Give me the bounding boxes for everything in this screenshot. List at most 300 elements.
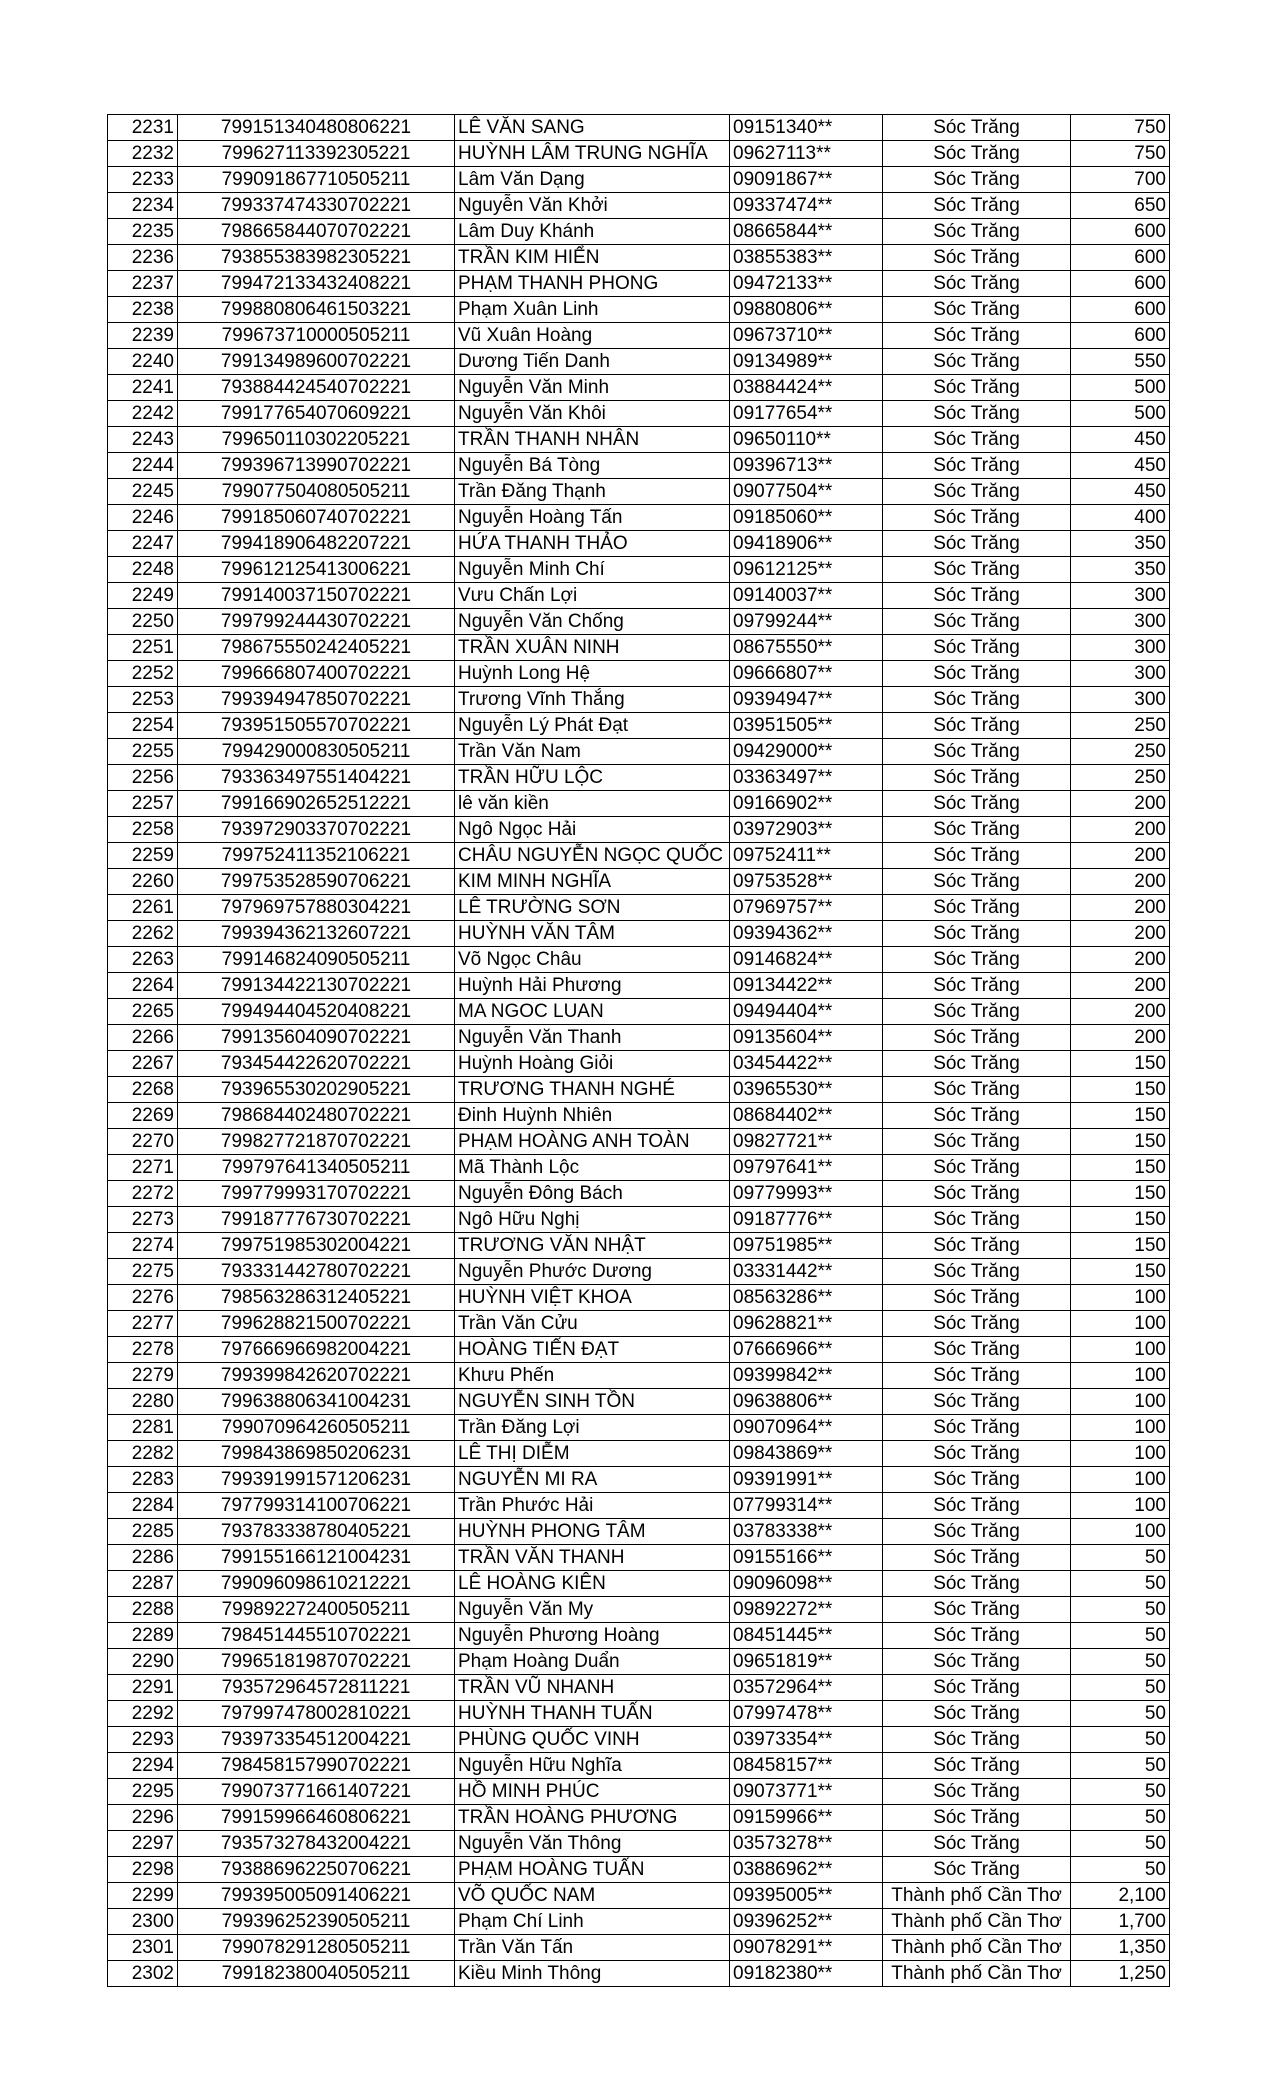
- province-cell: Sóc Trăng: [883, 1337, 1071, 1363]
- table-row: [108, 1883, 1170, 1909]
- province-cell: Sóc Trăng: [883, 219, 1071, 245]
- row-index-cell: 2241: [108, 375, 178, 401]
- phone-cell: 08563286**: [730, 1285, 883, 1311]
- account-code-cell: 793951505570702221: [178, 713, 455, 739]
- name-cell: Nguyễn Phước Dương: [455, 1259, 730, 1285]
- amount-cell: 50: [1071, 1805, 1170, 1831]
- amount-cell: 50: [1071, 1831, 1170, 1857]
- phone-cell: 07799314**: [730, 1493, 883, 1519]
- amount-cell: 600: [1071, 297, 1170, 323]
- table-row: [108, 1103, 1170, 1129]
- account-code-cell: 793572964572811221: [178, 1675, 455, 1701]
- amount-cell: 150: [1071, 1051, 1170, 1077]
- name-cell: TRẦN VŨ NHANH: [455, 1675, 730, 1701]
- row-index-cell: 2265: [108, 999, 178, 1025]
- name-cell: Mã Thành Lộc: [455, 1155, 730, 1181]
- amount-cell: 2,100: [1071, 1883, 1170, 1909]
- name-cell: TRẦN HOÀNG PHƯƠNG: [455, 1805, 730, 1831]
- phone-cell: 09399842**: [730, 1363, 883, 1389]
- phone-cell: 09797641**: [730, 1155, 883, 1181]
- account-code-cell: 799177654070609221: [178, 401, 455, 427]
- phone-cell: 03884424**: [730, 375, 883, 401]
- name-cell: MA NGOC LUAN: [455, 999, 730, 1025]
- account-code-cell: 799182380040505211: [178, 1961, 455, 1987]
- name-cell: Trần Phước Hải: [455, 1493, 730, 1519]
- row-index-cell: 2255: [108, 739, 178, 765]
- table-row: [108, 1467, 1170, 1493]
- account-code-cell: 793973354512004221: [178, 1727, 455, 1753]
- province-cell: Sóc Trăng: [883, 1545, 1071, 1571]
- phone-cell: 09091867**: [730, 167, 883, 193]
- account-code-cell: 799797641340505211: [178, 1155, 455, 1181]
- table-row: [108, 1831, 1170, 1857]
- table-row: [108, 1025, 1170, 1051]
- name-cell: PHẠM HOÀNG ANH TOÀN: [455, 1129, 730, 1155]
- province-cell: Sóc Trăng: [883, 999, 1071, 1025]
- table-row: [108, 1493, 1170, 1519]
- phone-cell: 03331442**: [730, 1259, 883, 1285]
- amount-cell: 50: [1071, 1623, 1170, 1649]
- table-row: [108, 505, 1170, 531]
- table-row: [108, 869, 1170, 895]
- amount-cell: 500: [1071, 401, 1170, 427]
- province-cell: Sóc Trăng: [883, 1285, 1071, 1311]
- row-index-cell: 2301: [108, 1935, 178, 1961]
- name-cell: TRẦN KIM HIỂN: [455, 245, 730, 271]
- row-index-cell: 2267: [108, 1051, 178, 1077]
- row-index-cell: 2235: [108, 219, 178, 245]
- province-cell: Sóc Trăng: [883, 609, 1071, 635]
- province-cell: Sóc Trăng: [883, 765, 1071, 791]
- row-index-cell: 2247: [108, 531, 178, 557]
- phone-cell: 03886962**: [730, 1857, 883, 1883]
- name-cell: TRẦN THANH NHÂN: [455, 427, 730, 453]
- name-cell: TRƯƠNG THANH NGHÉ: [455, 1077, 730, 1103]
- name-cell: Nguyễn Văn Thanh: [455, 1025, 730, 1051]
- phone-cell: 09651819**: [730, 1649, 883, 1675]
- account-code-cell: 799091867710505211: [178, 167, 455, 193]
- row-index-cell: 2240: [108, 349, 178, 375]
- amount-cell: 400: [1071, 505, 1170, 531]
- name-cell: Trần Đăng Lợi: [455, 1415, 730, 1441]
- name-cell: Nguyễn Bá Tòng: [455, 453, 730, 479]
- phone-cell: 09627113**: [730, 141, 883, 167]
- account-code-cell: 798563286312405221: [178, 1285, 455, 1311]
- phone-cell: 09650110**: [730, 427, 883, 453]
- province-cell: Sóc Trăng: [883, 1311, 1071, 1337]
- amount-cell: 1,250: [1071, 1961, 1170, 1987]
- phone-cell: 09187776**: [730, 1207, 883, 1233]
- row-index-cell: 2272: [108, 1181, 178, 1207]
- name-cell: KIM MINH NGHĨA: [455, 869, 730, 895]
- province-cell: Sóc Trăng: [883, 1831, 1071, 1857]
- name-cell: TRẦN XUÂN NINH: [455, 635, 730, 661]
- province-cell: Sóc Trăng: [883, 505, 1071, 531]
- amount-cell: 200: [1071, 999, 1170, 1025]
- account-code-cell: 797666966982004221: [178, 1337, 455, 1363]
- province-cell: Sóc Trăng: [883, 661, 1071, 687]
- row-index-cell: 2274: [108, 1233, 178, 1259]
- phone-cell: 09146824**: [730, 947, 883, 973]
- table-row: [108, 921, 1170, 947]
- amount-cell: 200: [1071, 817, 1170, 843]
- province-cell: Thành phố Cần Thơ: [883, 1909, 1071, 1935]
- account-code-cell: 799078291280505211: [178, 1935, 455, 1961]
- name-cell: HUỲNH VIỆT KHOA: [455, 1285, 730, 1311]
- row-index-cell: 2238: [108, 297, 178, 323]
- amount-cell: 1,700: [1071, 1909, 1170, 1935]
- phone-cell: 09135604**: [730, 1025, 883, 1051]
- account-code-cell: 793783338780405221: [178, 1519, 455, 1545]
- name-cell: Nguyễn Văn Chống: [455, 609, 730, 635]
- table-row: [108, 1779, 1170, 1805]
- phone-cell: 09159966**: [730, 1805, 883, 1831]
- row-index-cell: 2253: [108, 687, 178, 713]
- name-cell: VÕ QUỐC NAM: [455, 1883, 730, 1909]
- amount-cell: 200: [1071, 895, 1170, 921]
- phone-cell: 09182380**: [730, 1961, 883, 1987]
- row-index-cell: 2283: [108, 1467, 178, 1493]
- phone-cell: 07997478**: [730, 1701, 883, 1727]
- account-code-cell: 798665844070702221: [178, 219, 455, 245]
- province-cell: Sóc Trăng: [883, 245, 1071, 271]
- name-cell: CHÂU NGUYỄN NGỌC QUỐC: [455, 843, 730, 869]
- name-cell: HUỲNH LÂM TRUNG NGHĨA: [455, 141, 730, 167]
- amount-cell: 50: [1071, 1701, 1170, 1727]
- row-index-cell: 2271: [108, 1155, 178, 1181]
- phone-cell: 03951505**: [730, 713, 883, 739]
- phone-cell: 09177654**: [730, 401, 883, 427]
- table-row: [108, 661, 1170, 687]
- row-index-cell: 2275: [108, 1259, 178, 1285]
- row-index-cell: 2285: [108, 1519, 178, 1545]
- province-cell: Sóc Trăng: [883, 739, 1071, 765]
- table-row: [108, 1545, 1170, 1571]
- table-row: [108, 739, 1170, 765]
- phone-cell: 09073771**: [730, 1779, 883, 1805]
- province-cell: Sóc Trăng: [883, 843, 1071, 869]
- amount-cell: 150: [1071, 1103, 1170, 1129]
- row-index-cell: 2237: [108, 271, 178, 297]
- account-code-cell: 799418906482207221: [178, 531, 455, 557]
- amount-cell: 650: [1071, 193, 1170, 219]
- name-cell: Nguyễn Văn Khởi: [455, 193, 730, 219]
- row-index-cell: 2266: [108, 1025, 178, 1051]
- province-cell: Sóc Trăng: [883, 1597, 1071, 1623]
- phone-cell: 09077504**: [730, 479, 883, 505]
- province-cell: Sóc Trăng: [883, 583, 1071, 609]
- table-row: [108, 1051, 1170, 1077]
- province-cell: Sóc Trăng: [883, 375, 1071, 401]
- account-code-cell: 793886962250706221: [178, 1857, 455, 1883]
- name-cell: Huỳnh Hoàng Giỏi: [455, 1051, 730, 1077]
- name-cell: Nguyễn Hoàng Tấn: [455, 505, 730, 531]
- amount-cell: 150: [1071, 1233, 1170, 1259]
- amount-cell: 200: [1071, 843, 1170, 869]
- account-code-cell: 799429000830505211: [178, 739, 455, 765]
- amount-cell: 50: [1071, 1727, 1170, 1753]
- row-index-cell: 2287: [108, 1571, 178, 1597]
- name-cell: HỒ MINH PHÚC: [455, 1779, 730, 1805]
- table-row: [108, 609, 1170, 635]
- table-row: [108, 401, 1170, 427]
- phone-cell: 09752411**: [730, 843, 883, 869]
- table-row: [108, 1961, 1170, 1987]
- table-row: [108, 1337, 1170, 1363]
- account-code-cell: 799396252390505211: [178, 1909, 455, 1935]
- account-code-cell: 799779993170702221: [178, 1181, 455, 1207]
- name-cell: HỨA THANH THẢO: [455, 531, 730, 557]
- amount-cell: 100: [1071, 1415, 1170, 1441]
- amount-cell: 200: [1071, 973, 1170, 999]
- name-cell: Dương Tiến Danh: [455, 349, 730, 375]
- province-cell: Sóc Trăng: [883, 1025, 1071, 1051]
- phone-cell: 08451445**: [730, 1623, 883, 1649]
- amount-cell: 250: [1071, 739, 1170, 765]
- phone-cell: 09666807**: [730, 661, 883, 687]
- name-cell: Nguyễn Phương Hoàng: [455, 1623, 730, 1649]
- amount-cell: 50: [1071, 1675, 1170, 1701]
- table-row: [108, 1649, 1170, 1675]
- table-row: [108, 297, 1170, 323]
- name-cell: Nguyễn Văn My: [455, 1597, 730, 1623]
- province-cell: Sóc Trăng: [883, 1441, 1071, 1467]
- account-code-cell: 799399842620702221: [178, 1363, 455, 1389]
- account-code-cell: 799627113392305221: [178, 141, 455, 167]
- table-row: [108, 1363, 1170, 1389]
- phone-cell: 09140037**: [730, 583, 883, 609]
- account-code-cell: 799751985302004221: [178, 1233, 455, 1259]
- phone-cell: 09396252**: [730, 1909, 883, 1935]
- amount-cell: 1,350: [1071, 1935, 1170, 1961]
- amount-cell: 500: [1071, 375, 1170, 401]
- account-code-cell: 799187776730702221: [178, 1207, 455, 1233]
- amount-cell: 750: [1071, 115, 1170, 141]
- amount-cell: 750: [1071, 141, 1170, 167]
- row-index-cell: 2293: [108, 1727, 178, 1753]
- amount-cell: 200: [1071, 1025, 1170, 1051]
- phone-cell: 09472133**: [730, 271, 883, 297]
- row-index-cell: 2243: [108, 427, 178, 453]
- row-index-cell: 2248: [108, 557, 178, 583]
- account-code-cell: 799166902652512221: [178, 791, 455, 817]
- account-code-cell: 799472133432408221: [178, 271, 455, 297]
- province-cell: Sóc Trăng: [883, 791, 1071, 817]
- account-code-cell: 799394362132607221: [178, 921, 455, 947]
- name-cell: LÊ VĂN SANG: [455, 115, 730, 141]
- phone-cell: 09391991**: [730, 1467, 883, 1493]
- amount-cell: 300: [1071, 583, 1170, 609]
- row-index-cell: 2286: [108, 1545, 178, 1571]
- data-table: [107, 114, 1170, 1987]
- row-index-cell: 2232: [108, 141, 178, 167]
- table-row: [108, 1571, 1170, 1597]
- province-cell: Sóc Trăng: [883, 1753, 1071, 1779]
- phone-cell: 08675550**: [730, 635, 883, 661]
- name-cell: HUỲNH VĂN TÂM: [455, 921, 730, 947]
- table-row: [108, 1623, 1170, 1649]
- amount-cell: 600: [1071, 323, 1170, 349]
- row-index-cell: 2268: [108, 1077, 178, 1103]
- account-code-cell: 793363497551404221: [178, 765, 455, 791]
- account-code-cell: 799752411352106221: [178, 843, 455, 869]
- table-row: [108, 453, 1170, 479]
- province-cell: Sóc Trăng: [883, 1129, 1071, 1155]
- province-cell: Sóc Trăng: [883, 1519, 1071, 1545]
- province-cell: Sóc Trăng: [883, 1233, 1071, 1259]
- amount-cell: 300: [1071, 635, 1170, 661]
- name-cell: Nguyễn Văn Thông: [455, 1831, 730, 1857]
- account-code-cell: 799612125413006221: [178, 557, 455, 583]
- account-code-cell: 797969757880304221: [178, 895, 455, 921]
- name-cell: Phạm Hoàng Duẩn: [455, 1649, 730, 1675]
- amount-cell: 150: [1071, 1259, 1170, 1285]
- account-code-cell: 799134422130702221: [178, 973, 455, 999]
- phone-cell: 03783338**: [730, 1519, 883, 1545]
- phone-cell: 09395005**: [730, 1883, 883, 1909]
- row-index-cell: 2250: [108, 609, 178, 635]
- row-index-cell: 2284: [108, 1493, 178, 1519]
- account-code-cell: 798675550242405221: [178, 635, 455, 661]
- phone-cell: 09070964**: [730, 1415, 883, 1441]
- row-index-cell: 2249: [108, 583, 178, 609]
- name-cell: Khưu Phến: [455, 1363, 730, 1389]
- province-cell: Sóc Trăng: [883, 1363, 1071, 1389]
- name-cell: LÊ THỊ DIỄM: [455, 1441, 730, 1467]
- name-cell: HUỲNH THANH TUẤN: [455, 1701, 730, 1727]
- name-cell: Phạm Chí Linh: [455, 1909, 730, 1935]
- phone-cell: 09429000**: [730, 739, 883, 765]
- account-code-cell: 797997478002810221: [178, 1701, 455, 1727]
- row-index-cell: 2233: [108, 167, 178, 193]
- account-code-cell: 799140037150702221: [178, 583, 455, 609]
- account-code-cell: 793331442780702221: [178, 1259, 455, 1285]
- table-row: [108, 713, 1170, 739]
- name-cell: Võ Ngọc Châu: [455, 947, 730, 973]
- phone-cell: 03855383**: [730, 245, 883, 271]
- amount-cell: 100: [1071, 1311, 1170, 1337]
- table-row: [108, 583, 1170, 609]
- row-index-cell: 2261: [108, 895, 178, 921]
- province-cell: Sóc Trăng: [883, 1701, 1071, 1727]
- account-code-cell: 793972903370702221: [178, 817, 455, 843]
- amount-cell: 100: [1071, 1389, 1170, 1415]
- phone-cell: 08684402**: [730, 1103, 883, 1129]
- name-cell: TRẦN VĂN THANH: [455, 1545, 730, 1571]
- account-code-cell: 798684402480702221: [178, 1103, 455, 1129]
- row-index-cell: 2264: [108, 973, 178, 999]
- province-cell: Sóc Trăng: [883, 323, 1071, 349]
- amount-cell: 450: [1071, 453, 1170, 479]
- table-row: [108, 1155, 1170, 1181]
- row-index-cell: 2288: [108, 1597, 178, 1623]
- row-index-cell: 2302: [108, 1961, 178, 1987]
- table-row: [108, 817, 1170, 843]
- province-cell: Sóc Trăng: [883, 401, 1071, 427]
- phone-cell: 09799244**: [730, 609, 883, 635]
- table-row: [108, 1389, 1170, 1415]
- account-code-cell: 799650110302205221: [178, 427, 455, 453]
- province-cell: Sóc Trăng: [883, 635, 1071, 661]
- table-row: [108, 167, 1170, 193]
- account-code-cell: 799666807400702221: [178, 661, 455, 687]
- name-cell: lê văn kiền: [455, 791, 730, 817]
- row-index-cell: 2262: [108, 921, 178, 947]
- name-cell: HOÀNG TIẾN ĐẠT: [455, 1337, 730, 1363]
- amount-cell: 300: [1071, 609, 1170, 635]
- province-cell: Sóc Trăng: [883, 1181, 1071, 1207]
- phone-cell: 09612125**: [730, 557, 883, 583]
- amount-cell: 250: [1071, 765, 1170, 791]
- phone-cell: 09880806**: [730, 297, 883, 323]
- amount-cell: 50: [1071, 1753, 1170, 1779]
- province-cell: Sóc Trăng: [883, 1389, 1071, 1415]
- table-row: [108, 141, 1170, 167]
- province-cell: Sóc Trăng: [883, 557, 1071, 583]
- phone-cell: 03363497**: [730, 765, 883, 791]
- amount-cell: 150: [1071, 1155, 1170, 1181]
- name-cell: LÊ HOÀNG KIÊN: [455, 1571, 730, 1597]
- row-index-cell: 2236: [108, 245, 178, 271]
- account-code-cell: 799073771661407221: [178, 1779, 455, 1805]
- account-code-cell: 793855383982305221: [178, 245, 455, 271]
- phone-cell: 03965530**: [730, 1077, 883, 1103]
- account-code-cell: 798458157990702221: [178, 1753, 455, 1779]
- name-cell: TRƯƠNG VĂN NHẬT: [455, 1233, 730, 1259]
- name-cell: Lâm Văn Dạng: [455, 167, 730, 193]
- name-cell: TRẦN HỮU LỘC: [455, 765, 730, 791]
- amount-cell: 100: [1071, 1363, 1170, 1389]
- province-cell: Sóc Trăng: [883, 349, 1071, 375]
- province-cell: Sóc Trăng: [883, 973, 1071, 999]
- phone-cell: 09096098**: [730, 1571, 883, 1597]
- row-index-cell: 2292: [108, 1701, 178, 1727]
- name-cell: PHẠM THANH PHONG: [455, 271, 730, 297]
- name-cell: Trần Văn Cửu: [455, 1311, 730, 1337]
- account-code-cell: 793965530202905221: [178, 1077, 455, 1103]
- row-index-cell: 2279: [108, 1363, 178, 1389]
- province-cell: Sóc Trăng: [883, 1623, 1071, 1649]
- name-cell: Nguyễn Hữu Nghĩa: [455, 1753, 730, 1779]
- table-row: [108, 1233, 1170, 1259]
- table-row: [108, 1129, 1170, 1155]
- table-row: [108, 791, 1170, 817]
- amount-cell: 100: [1071, 1493, 1170, 1519]
- account-code-cell: 799391991571206231: [178, 1467, 455, 1493]
- amount-cell: 100: [1071, 1467, 1170, 1493]
- amount-cell: 150: [1071, 1207, 1170, 1233]
- account-code-cell: 799394947850702221: [178, 687, 455, 713]
- phone-cell: 09155166**: [730, 1545, 883, 1571]
- phone-cell: 09394947**: [730, 687, 883, 713]
- account-code-cell: 797799314100706221: [178, 1493, 455, 1519]
- table-row: [108, 1727, 1170, 1753]
- table-row: [108, 115, 1170, 141]
- name-cell: Vũ Xuân Hoàng: [455, 323, 730, 349]
- province-cell: Sóc Trăng: [883, 1805, 1071, 1831]
- province-cell: Sóc Trăng: [883, 1493, 1071, 1519]
- name-cell: LÊ TRƯỜNG SƠN: [455, 895, 730, 921]
- row-index-cell: 2297: [108, 1831, 178, 1857]
- name-cell: Vưu Chấn Lợi: [455, 583, 730, 609]
- province-cell: Sóc Trăng: [883, 687, 1071, 713]
- phone-cell: 09166902**: [730, 791, 883, 817]
- phone-cell: 09134989**: [730, 349, 883, 375]
- table-row: [108, 375, 1170, 401]
- row-index-cell: 2276: [108, 1285, 178, 1311]
- amount-cell: 50: [1071, 1779, 1170, 1805]
- row-index-cell: 2258: [108, 817, 178, 843]
